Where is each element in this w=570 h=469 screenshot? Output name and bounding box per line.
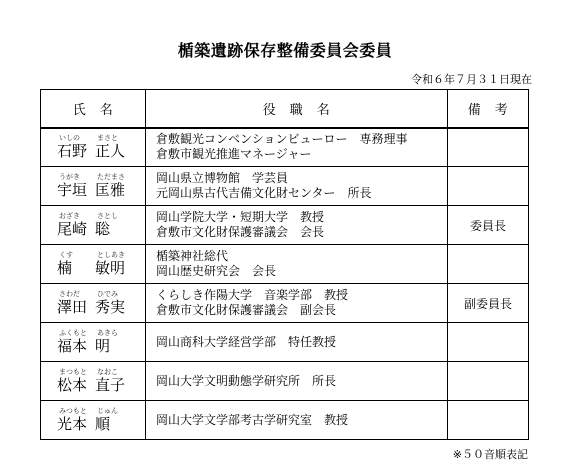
- table-row: [41, 362, 529, 401]
- member-note-cell: [448, 245, 529, 284]
- role-line: 倉敷市文化財保護審議会 会長: [156, 225, 325, 239]
- given-name-ruby: ひでみ: [97, 290, 118, 298]
- member-role-cell: [146, 128, 448, 167]
- table-row: [41, 323, 529, 362]
- given-name-ruby: としあき: [97, 251, 125, 259]
- role-line: 楯築神社総代: [156, 249, 229, 263]
- member-name-cell: [41, 167, 146, 206]
- given-name-ruby: じゅん: [97, 407, 118, 415]
- table-row: [41, 284, 529, 323]
- family-name-ruby: みつもと: [59, 407, 87, 415]
- role-line: 倉敷市観光推進マネージャー: [156, 147, 312, 162]
- header-name: 氏 名: [41, 90, 146, 128]
- family-name: 宇垣: [57, 181, 88, 199]
- given-name: 順: [95, 415, 111, 433]
- member-name-cell: [41, 401, 146, 440]
- member-note-cell: 委員長: [448, 206, 529, 245]
- member-role-cell: [146, 362, 448, 401]
- family-name: 楠: [57, 259, 73, 277]
- member-name-cell: [41, 128, 146, 167]
- given-name: 聡: [95, 220, 111, 238]
- member-name-cell: [41, 206, 146, 245]
- member-name-cell: [41, 245, 146, 284]
- family-name-ruby: さわだ: [59, 290, 80, 298]
- member-role-cell: [146, 284, 448, 323]
- given-name-ruby: ただまさ: [97, 173, 125, 181]
- given-name: 直子: [95, 376, 126, 394]
- given-name-ruby: まさと: [97, 134, 118, 143]
- family-name-ruby: うがき: [59, 173, 80, 181]
- member-role-cell: [146, 206, 448, 245]
- member-note-cell: [448, 401, 529, 440]
- table-header-row: [41, 90, 529, 128]
- member-name-cell: [41, 323, 146, 362]
- role-line: 岡山大学文学部考古学研究室 教授: [156, 412, 349, 427]
- family-name: 福本: [57, 337, 88, 355]
- role-line: 岡山学院大学・短期大学 教授: [156, 210, 325, 224]
- table-row: [41, 401, 529, 440]
- given-name: 匡雅: [95, 181, 126, 199]
- family-name-ruby: まつもと: [59, 368, 87, 376]
- family-name-ruby: くす: [59, 251, 73, 259]
- role-line: 岡山商科大学経営学部 特任教授: [156, 334, 337, 349]
- given-name: 敏明: [95, 259, 126, 277]
- member-note-cell: 副委員長: [448, 284, 529, 323]
- family-name: 尾崎: [57, 220, 88, 238]
- family-name: 澤田: [57, 298, 88, 316]
- role-line: 倉敷観光コンベンションビューロー 専務理事: [156, 132, 408, 147]
- role-line: 元岡山県古代吉備文化財センター 所長: [156, 186, 372, 200]
- table-row: [41, 245, 529, 284]
- member-name-cell: [41, 284, 146, 323]
- member-note-cell: [448, 362, 529, 401]
- role-line: 岡山大学文明動態学研究所 所長: [156, 373, 337, 388]
- document-title: 楯築遺跡保存整備委員会委員: [177, 41, 393, 60]
- role-line: 岡山歴史研究会 会長: [156, 264, 277, 278]
- member-note-cell: [448, 128, 529, 167]
- table-row: [41, 128, 529, 167]
- header-role: 役 職 名: [146, 90, 448, 128]
- family-name-ruby: いしの: [59, 134, 80, 143]
- member-note-cell: [448, 323, 529, 362]
- role-line: 倉敷市文化財保護審議会 副会長: [156, 303, 337, 317]
- family-name: 光本: [57, 415, 88, 433]
- as-of-date: 令和６年７月３１日現在: [411, 73, 532, 86]
- header-note: 備 考: [448, 90, 529, 128]
- family-name-ruby: ふくもと: [59, 329, 87, 337]
- given-name: 秀実: [95, 298, 126, 316]
- members-table: [40, 89, 529, 440]
- footnote: ※５０音順表記: [452, 448, 528, 461]
- given-name: 正人: [95, 142, 126, 161]
- member-note-cell: [448, 167, 529, 206]
- role-line: くらしき作陽大学 音楽学部 教授: [156, 288, 349, 302]
- given-name-ruby: なおこ: [97, 368, 118, 376]
- given-name-ruby: さとし: [97, 212, 118, 220]
- given-name-ruby: あきら: [97, 329, 118, 337]
- family-name: 松本: [57, 376, 88, 394]
- member-role-cell: [146, 167, 448, 206]
- table-row: [41, 206, 529, 245]
- member-name-cell: [41, 362, 146, 401]
- role-line: 岡山県立博物館 学芸員: [156, 171, 289, 185]
- member-role-cell: [146, 245, 448, 284]
- member-role-cell: [146, 323, 448, 362]
- table-row: [41, 167, 529, 206]
- family-name: 石野: [57, 142, 88, 161]
- member-role-cell: [146, 401, 448, 440]
- given-name: 明: [95, 337, 111, 355]
- family-name-ruby: おざき: [59, 212, 80, 220]
